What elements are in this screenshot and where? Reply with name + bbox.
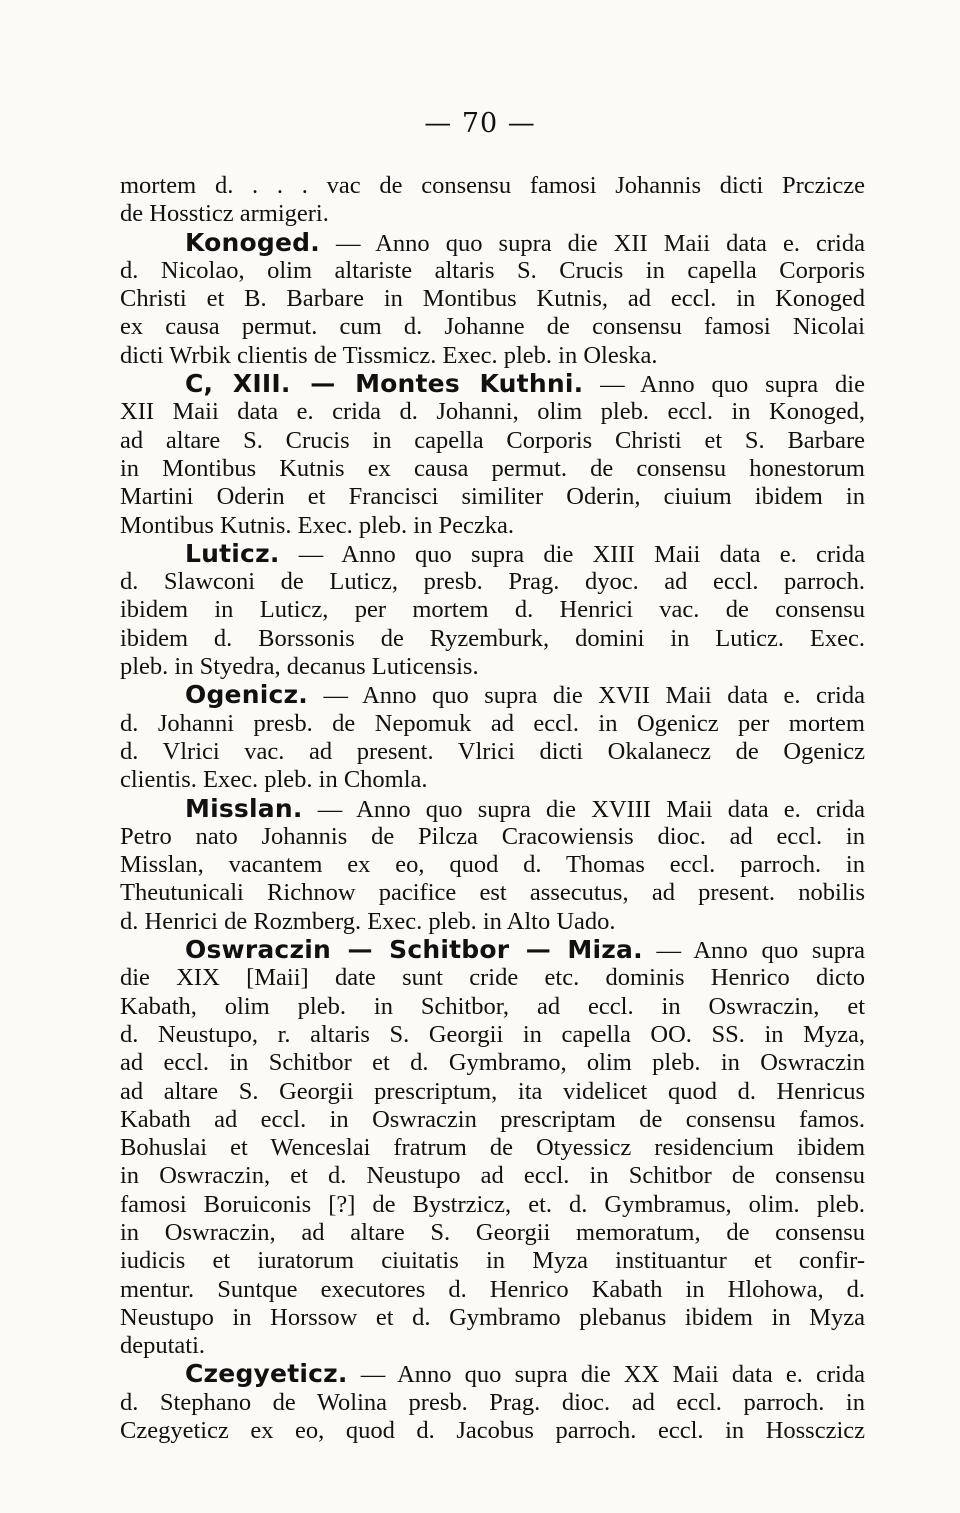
line-text: — Anno quo supra die XVII Maii data e. crida	[307, 682, 865, 710]
place-heading: Konoged.	[185, 228, 320, 257]
line-text: in Montibus Kutnis ex causa permut. de consensu honestorum	[120, 454, 865, 482]
text-line	[120, 625, 865, 653]
line-text: Montibus Kutnis. Exec. pleb. in Peczka.	[120, 511, 514, 539]
entry-first-line	[120, 1360, 865, 1388]
line-text: Czegyeticz ex eo, quod d. Jacobus parroch. eccl. in Hossczicz	[120, 1417, 865, 1445]
line-text: d. Henrici de Rozmberg. Exec. pleb. in Alto Uado.	[120, 907, 616, 935]
line-text: in Oswraczin, et d. Neustupo ad eccl. in Schitbor de consensu	[120, 1162, 865, 1190]
text-line	[120, 1304, 865, 1332]
text-line	[120, 1078, 865, 1106]
line-text: famosi Boruiconis [?] de Bystrzicz, et. d. Gymbramus, olim. pleb.	[120, 1190, 865, 1218]
text-line	[120, 313, 865, 341]
line-text: ibidem in Luticz, per mortem d. Henrici vac. de consensu	[120, 596, 865, 624]
text-line	[120, 993, 865, 1021]
line-text: d. Slawconi de Luticz, presb. Prag. dyoc. ad eccl. parroch.	[120, 568, 865, 596]
line-text: — Anno quo supra	[642, 937, 865, 965]
line-text: Bohuslai et Wenceslai fratrum de Otyessicz residencium ibidem	[120, 1134, 865, 1162]
text-line	[120, 568, 865, 596]
text-line	[120, 512, 865, 540]
text-line	[120, 766, 865, 794]
entry-first-line	[120, 795, 865, 823]
line-text: — Anno quo supra die XII Maii data e. crida	[319, 229, 865, 257]
place-heading: Luticz.	[185, 539, 280, 568]
line-text: Kabath ad eccl. in Oswraczin prescriptam de consensu famos.	[120, 1105, 865, 1133]
entry-first-line	[120, 681, 865, 709]
place-heading: Oswraczin — Schitbor — Miza.	[185, 936, 643, 965]
line-text: — Anno quo supra die XX Maii data e. crida	[347, 1361, 865, 1389]
line-text: de Hossticz armigeri.	[120, 200, 329, 228]
text-line	[120, 398, 865, 426]
line-text: Martini Oderin et Francisci similiter Oderin, ciuium ibidem in	[120, 483, 865, 511]
text-line	[120, 908, 865, 936]
text-line	[120, 1021, 865, 1049]
text-line	[120, 1219, 865, 1247]
text-line	[120, 964, 865, 992]
text-line	[120, 455, 865, 483]
line-text: ad altare S. Georgii prescriptum, ita videlicet quod d. Henricus	[120, 1077, 865, 1105]
entry-first-line	[120, 540, 865, 568]
text-line	[120, 1162, 865, 1190]
line-text: d. Neustupo, r. altaris S. Georgii in capella OO. SS. in Myza,	[120, 1020, 865, 1048]
text-line	[120, 200, 865, 228]
text-line	[120, 483, 865, 511]
place-heading: Czegyeticz.	[185, 1360, 348, 1389]
line-text: die XIX [Maii] date sunt cride etc. dominis Henrico dicto	[120, 964, 865, 992]
line-text: ibidem d. Borssonis de Ryzemburk, domini in Luticz. Exec.	[120, 624, 865, 652]
line-text: Kabath, olim pleb. in Schitbor, ad eccl. in Oswraczin, et	[120, 992, 865, 1020]
line-text: d. Johanni presb. de Nepomuk ad eccl. in Ogenicz per mortem	[120, 709, 865, 737]
line-text: XII Maii data e. crida d. Johanni, olim pleb. eccl. in Konoged,	[120, 398, 865, 426]
line-text: dicti Wrbik clientis de Tissmicz. Exec. pleb. in Oleska.	[120, 341, 658, 369]
text-line	[120, 596, 865, 624]
text-line	[120, 1191, 865, 1219]
text-line	[120, 427, 865, 455]
text-line	[120, 1417, 865, 1445]
text-line	[120, 1276, 865, 1304]
line-text: ad altare S. Crucis in capella Corporis Christi et S. Barbare	[120, 426, 865, 454]
text-line	[120, 1332, 865, 1360]
place-heading: Misslan.	[185, 794, 303, 823]
line-text: — Anno quo supra die	[583, 371, 865, 399]
text-line	[120, 710, 865, 738]
text-line	[120, 342, 865, 370]
line-text: Misslan, vacantem ex eo, quod d. Thomas eccl. parroch. in	[120, 851, 865, 879]
line-text: d. Nicolao, olim altariste altaris S. Crucis in capella Corporis	[120, 256, 865, 284]
line-text: d. Stephano de Wolina presb. Prag. dioc. ad eccl. parroch. in	[120, 1388, 865, 1416]
text-line	[120, 653, 865, 681]
page-number: — 70 —	[424, 108, 536, 139]
text-line	[120, 1389, 865, 1417]
text-line	[120, 1106, 865, 1134]
text-line	[120, 285, 865, 313]
text-line	[120, 879, 865, 907]
text-line	[120, 172, 865, 200]
text-line	[120, 823, 865, 851]
line-text: ex causa permut. cum d. Johanne de consensu famosi Nicolai	[120, 313, 865, 341]
document-body	[120, 172, 865, 1445]
line-text: — Anno quo supra die XIII Maii data e. crida	[279, 540, 865, 568]
line-text: mentur. Suntque executores d. Henrico Kabath in Hlohowa, d.	[120, 1275, 865, 1303]
text-line	[120, 851, 865, 879]
line-text: deputati.	[120, 1332, 206, 1360]
line-text: pleb. in Styedra, decanus Luticensis.	[120, 653, 479, 681]
text-line	[120, 1049, 865, 1077]
entry-first-line	[120, 936, 865, 964]
line-text: — Anno quo supra die XVIII Maii data e. crida	[302, 795, 865, 823]
line-text: Petro nato Johannis de Pilcza Cracowiensis dioc. ad eccl. in	[120, 822, 865, 850]
line-text: Christi et B. Barbare in Montibus Kutnis, ad eccl. in Konoged	[120, 285, 865, 313]
entry-first-line	[120, 229, 865, 257]
text-line	[120, 1247, 865, 1275]
line-text: Theutunicali Richnow pacifice est assecutus, ad present. nobilis	[120, 879, 865, 907]
place-heading: C, XIII. — Montes Kuthni.	[185, 370, 584, 399]
line-text: mortem d. . . . vac de consensu famosi Johannis dicti Prczicze	[120, 172, 865, 199]
text-line	[120, 738, 865, 766]
text-line	[120, 257, 865, 285]
line-text: iudicis et iuratorum ciuitatis in Myza instituantur et confir-	[120, 1247, 865, 1275]
line-text: in Oswraczin, ad altare S. Georgii memoratum, de consensu	[120, 1218, 865, 1246]
line-text: ad eccl. in Schitbor et d. Gymbramo, olim pleb. in Oswraczin	[120, 1049, 865, 1077]
line-text: clientis. Exec. pleb. in Chomla.	[120, 766, 428, 794]
text-line	[120, 1134, 865, 1162]
line-text: d. Vlrici vac. ad present. Vlrici dicti Okalanecz de Ogenicz	[120, 737, 865, 765]
place-heading: Ogenicz.	[185, 681, 308, 710]
entry-first-line	[120, 370, 865, 398]
line-text: Neustupo in Horssow et d. Gymbramo plebanus ibidem in Myza	[120, 1303, 865, 1331]
